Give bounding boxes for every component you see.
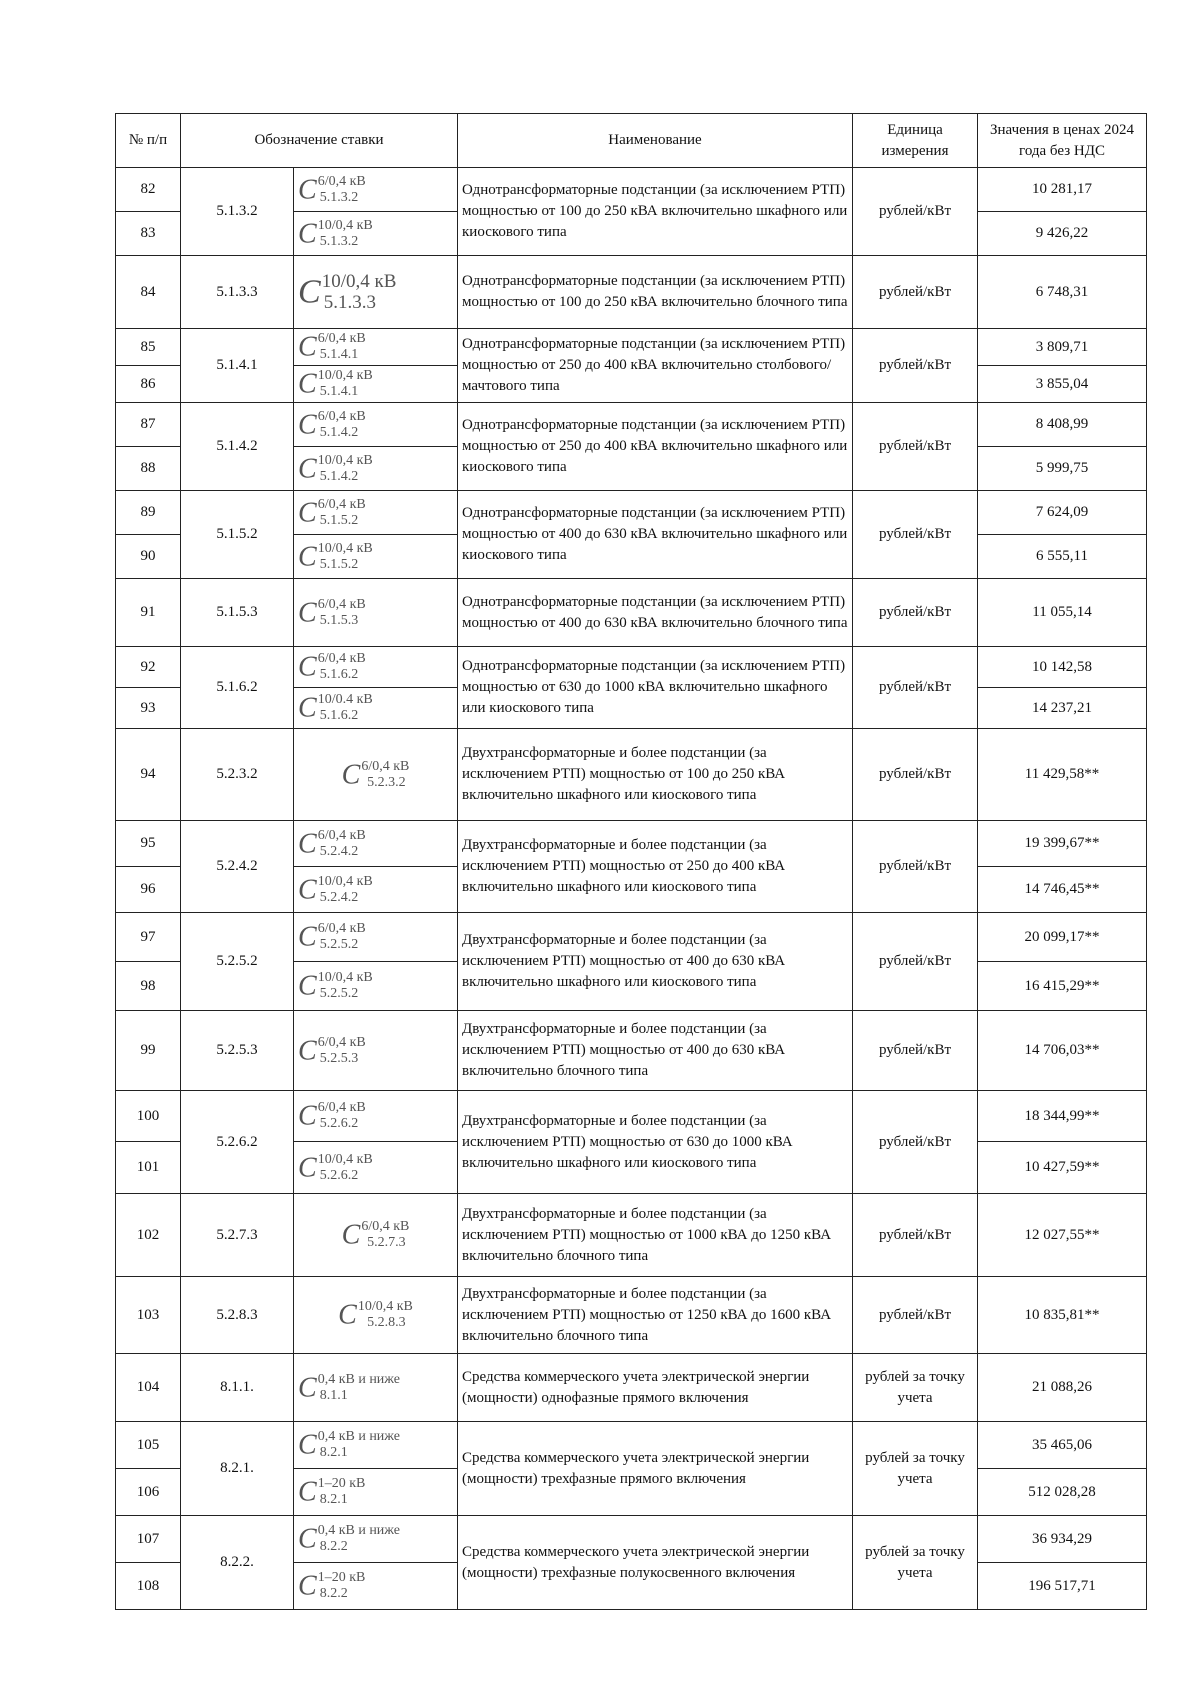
rate-value: 14 237,21 (978, 688, 1147, 729)
rate-symbol (294, 579, 458, 647)
rate-symbol-voltage: 10/0,4 кВ (357, 1299, 413, 1314)
rate-symbol (294, 329, 458, 366)
rate-value: 10 281,17 (978, 168, 1147, 212)
rate-value: 10 835,81** (978, 1277, 1147, 1354)
table-row (116, 1277, 1147, 1354)
rate-code: 5.1.6.2 (181, 647, 294, 729)
row-number: 105 (116, 1422, 181, 1469)
rate-code: 5.2.4.2 (181, 821, 294, 913)
row-number: 92 (116, 647, 181, 688)
rate-value: 512 028,28 (978, 1469, 1147, 1516)
rate-symbol-index: 5.1.5.2 (319, 512, 359, 528)
rate-symbol-letter: C (298, 1523, 317, 1555)
row-number: 107 (116, 1516, 181, 1563)
rate-symbol-letter: C (341, 1219, 361, 1251)
rate-symbol-index: 5.2.5.2 (319, 937, 359, 952)
rate-symbol (294, 729, 458, 821)
rate-symbol-indices (318, 1429, 400, 1461)
rate-description: Средства коммерческого учета электрической энергии (мощности) однофазные прямого включения (458, 1354, 853, 1422)
rate-code: 5.1.4.1 (181, 329, 294, 403)
table-header-row (116, 114, 1147, 168)
rate-symbol-indices (361, 759, 409, 791)
rate-symbol-letter: C (298, 1152, 317, 1183)
rate-symbol-voltage: 6/0,4 кВ (317, 827, 366, 843)
rate-unit: рублей за точку учета (853, 1422, 978, 1516)
row-number: 94 (116, 729, 181, 821)
rate-symbol-voltage: 0,4 кВ и ниже (317, 1429, 401, 1444)
rate-symbol-letter: C (298, 174, 317, 205)
table-row (116, 491, 1147, 535)
row-number: 88 (116, 447, 181, 491)
rate-symbol-indices (318, 497, 366, 529)
rate-unit: рублей/кВт (853, 256, 978, 329)
rate-symbol (294, 491, 458, 535)
rate-symbol-index: 5.1.5.3 (319, 612, 359, 628)
rate-symbol-indices (318, 1100, 366, 1132)
table-row (116, 1091, 1147, 1142)
rate-symbol-index: 5.2.6.2 (319, 1116, 359, 1131)
rate-symbol-letter: C (298, 828, 317, 859)
rate-value: 20 099,17** (978, 913, 1147, 962)
rate-symbol-index: 5.1.4.2 (319, 468, 359, 484)
row-number: 99 (116, 1011, 181, 1091)
rate-symbol-indices (318, 1570, 366, 1602)
rate-symbol (294, 913, 458, 962)
row-number: 101 (116, 1142, 181, 1194)
rate-symbol-voltage: 6/0,4 кВ (361, 1219, 410, 1234)
rate-symbol-indices (318, 828, 366, 860)
rate-code: 5.2.5.2 (181, 913, 294, 1011)
rate-symbol-voltage: 6/0,4 кВ (361, 758, 410, 774)
rate-symbol-voltage: 0,4 кВ и ниже (317, 1371, 401, 1387)
rate-code: 8.2.2. (181, 1516, 294, 1610)
rate-symbol (294, 647, 458, 688)
rate-unit: рублей/кВт (853, 579, 978, 647)
rate-symbol-index: 5.1.5.2 (319, 556, 359, 572)
rate-symbol-indices (318, 541, 373, 573)
rate-symbol-indices (358, 1299, 413, 1331)
rate-symbol-index: 5.1.3.2 (319, 233, 359, 249)
rate-symbol-letter: C (341, 759, 361, 790)
rate-symbol-letter: C (298, 874, 317, 905)
row-number: 98 (116, 962, 181, 1011)
table-row (116, 329, 1147, 366)
rate-symbol-letter: C (298, 1429, 317, 1461)
table-row (116, 1194, 1147, 1277)
rate-unit: рублей/кВт (853, 729, 978, 821)
rate-symbol (294, 1011, 458, 1091)
row-number: 104 (116, 1354, 181, 1422)
table-row (116, 168, 1147, 212)
header-code: Обозначение ставки (181, 114, 458, 168)
rate-value: 196 517,71 (978, 1563, 1147, 1610)
rate-symbol-voltage: 6/0,4 кВ (317, 1100, 366, 1115)
rate-symbol-letter: C (298, 651, 317, 683)
rate-symbol-voltage: 1–20 кВ (317, 1476, 366, 1491)
rate-symbol-indices (318, 970, 373, 1002)
rate-symbol-indices (361, 1219, 409, 1251)
rate-symbol-index: 5.1.3.3 (323, 292, 376, 313)
rate-symbol-index: 5.2.3.2 (367, 774, 406, 790)
rate-description: Однотрансформаторные подстанции (за исключением РТП) мощностью от 100 до 250 кВА включительно блочного типа (458, 256, 853, 329)
rate-symbol (294, 1516, 458, 1563)
rate-value: 16 415,29** (978, 962, 1147, 1011)
rate-symbol-voltage: 0,4 кВ и ниже (317, 1523, 401, 1538)
rate-symbol-letter: C (298, 1476, 317, 1508)
rate-value: 14 746,45** (978, 867, 1147, 913)
rate-symbol-index: 8.1.1 (319, 1387, 348, 1403)
rate-symbol (294, 1194, 458, 1277)
rate-value: 11 055,14 (978, 579, 1147, 647)
rate-unit: рублей/кВт (853, 647, 978, 729)
rate-symbol-voltage: 6/0,4 кВ (317, 651, 366, 666)
rate-symbol (294, 1422, 458, 1469)
rate-symbol-voltage: 10/0,4 кВ (321, 271, 397, 292)
rate-symbol (294, 535, 458, 579)
rate-value: 9 426,22 (978, 212, 1147, 256)
rate-symbol-indices (318, 651, 366, 683)
rate-symbol-letter: C (338, 1299, 357, 1331)
row-number: 97 (116, 913, 181, 962)
rate-unit: рублей за точку учета (853, 1354, 978, 1422)
rate-description: Двухтрансформаторные и более подстанции (за исключением РТП) мощностью от 400 до 630 кВА включительно блочного типа (458, 1011, 853, 1091)
rate-symbol (294, 366, 458, 403)
rate-code: 5.1.4.2 (181, 403, 294, 491)
rate-symbol-index: 5.2.4.2 (319, 843, 359, 859)
rate-code: 5.2.6.2 (181, 1091, 294, 1194)
rate-description: Однотрансформаторные подстанции (за исключением РТП) мощностью от 250 до 400 кВА включительно шкафного или киоскового типа (458, 403, 853, 491)
rate-value: 14 706,03** (978, 1011, 1147, 1091)
header-name: Наименование (458, 114, 853, 168)
rate-symbol-voltage: 6/0,4 кВ (317, 331, 366, 346)
rate-symbol-voltage: 10/0,4 кВ (317, 540, 373, 556)
rate-symbol-index: 5.1.4.1 (319, 384, 359, 399)
rate-symbol-letter: C (298, 692, 317, 724)
rate-symbol-indices (318, 921, 366, 953)
rate-value: 35 465,06 (978, 1422, 1147, 1469)
rate-value: 8 408,99 (978, 403, 1147, 447)
row-number: 103 (116, 1277, 181, 1354)
row-number: 95 (116, 821, 181, 867)
rate-symbol-indices (318, 409, 366, 441)
rate-description: Однотрансформаторные подстанции (за исключением РТП) мощностью от 250 до 400 кВА включительно столбового/мачтового типа (458, 329, 853, 403)
rate-symbol-indices (322, 271, 397, 313)
table-row (116, 1422, 1147, 1469)
rate-symbol-index: 5.2.5.3 (319, 1050, 359, 1066)
rate-symbol-index: 8.2.1 (319, 1492, 348, 1507)
rate-symbol (294, 821, 458, 867)
rate-code: 5.2.7.3 (181, 1194, 294, 1277)
rate-symbol (294, 447, 458, 491)
rate-symbol-voltage: 1–20 кВ (317, 1570, 366, 1585)
header-number: № п/п (116, 114, 181, 168)
rate-symbol (294, 1354, 458, 1422)
table-row (116, 403, 1147, 447)
rate-symbol-letter: C (298, 368, 317, 400)
rate-symbol-voltage: 10/0.4 кВ (317, 692, 373, 707)
rate-symbol-index: 5.2.7.3 (367, 1235, 406, 1250)
rate-symbol (294, 1563, 458, 1610)
rate-unit: рублей/кВт (853, 1011, 978, 1091)
rate-symbol-voltage: 10/0,4 кВ (317, 217, 373, 233)
rate-description: Однотрансформаторные подстанции (за исключением РТП) мощностью от 630 до 1000 кВА включительно шкафного или киоскового типа (458, 647, 853, 729)
rate-value: 6 748,31 (978, 256, 1147, 329)
rate-symbol (294, 403, 458, 447)
rate-symbol-index: 5.1.4.2 (319, 424, 359, 440)
rate-symbol-letter: C (298, 1372, 317, 1403)
rate-symbol-letter: C (298, 970, 317, 1002)
rate-value: 19 399,67** (978, 821, 1147, 867)
table-row (116, 647, 1147, 688)
rate-symbol-letter: C (298, 497, 317, 528)
rate-value: 3 855,04 (978, 366, 1147, 403)
rate-symbol-voltage: 6/0,4 кВ (317, 596, 366, 612)
rate-symbol (294, 867, 458, 913)
rate-symbol-letter: C (298, 597, 317, 628)
row-number: 106 (116, 1469, 181, 1516)
rate-symbol (294, 688, 458, 729)
rate-symbol-index: 8.2.2 (319, 1539, 348, 1554)
rate-value: 12 027,55** (978, 1194, 1147, 1277)
rate-value: 3 809,71 (978, 329, 1147, 366)
rate-symbol (294, 212, 458, 256)
row-number: 84 (116, 256, 181, 329)
table-row (116, 729, 1147, 821)
rate-symbol (294, 1091, 458, 1142)
rate-value: 6 555,11 (978, 535, 1147, 579)
rate-code: 5.2.5.3 (181, 1011, 294, 1091)
rate-code: 5.1.3.3 (181, 256, 294, 329)
rate-value: 5 999,75 (978, 447, 1147, 491)
rate-value: 18 344,99** (978, 1091, 1147, 1142)
rate-value: 36 934,29 (978, 1516, 1147, 1563)
rate-unit: рублей/кВт (853, 1194, 978, 1277)
row-number: 89 (116, 491, 181, 535)
rate-symbol-index: 5.2.6.2 (319, 1167, 359, 1183)
rate-description: Средства коммерческого учета электрической энергии (мощности) трехфазные прямого включения (458, 1422, 853, 1516)
rate-symbol-letter: C (298, 1035, 317, 1066)
rate-unit: рублей/кВт (853, 913, 978, 1011)
row-number: 87 (116, 403, 181, 447)
rate-description: Средства коммерческого учета электрической энергии (мощности) трехфазные полукосвенного включения (458, 1516, 853, 1610)
rate-symbol-indices (318, 1035, 366, 1067)
rate-symbol-voltage: 6/0,4 кВ (317, 408, 366, 424)
rate-symbol-index: 5.1.6.2 (319, 667, 359, 682)
rate-value: 7 624,09 (978, 491, 1147, 535)
table-row (116, 1354, 1147, 1422)
rate-unit: рублей/кВт (853, 329, 978, 403)
rate-symbol-letter: C (298, 1570, 317, 1602)
rate-symbol-index: 5.1.3.2 (319, 189, 359, 205)
table-row (116, 256, 1147, 329)
rate-symbol-indices (318, 218, 373, 250)
table-row (116, 913, 1147, 962)
rate-symbol-voltage: 10/0,4 кВ (317, 452, 373, 468)
rate-symbol-index: 5.2.5.2 (319, 986, 359, 1001)
rate-symbol-letter: C (298, 453, 317, 484)
rate-symbol-indices (318, 1523, 400, 1555)
rate-code: 5.2.8.3 (181, 1277, 294, 1354)
row-number: 90 (116, 535, 181, 579)
rate-symbol-letter: C (298, 273, 321, 311)
table-body (116, 168, 1147, 1610)
row-number: 86 (116, 366, 181, 403)
rate-symbol-voltage: 6/0,4 кВ (317, 1034, 366, 1050)
row-number: 93 (116, 688, 181, 729)
rate-symbol-letter: C (298, 921, 317, 953)
rate-code: 5.1.5.3 (181, 579, 294, 647)
rate-symbol-letter: C (298, 218, 317, 249)
rate-description: Двухтрансформаторные и более подстанции (за исключением РТП) мощностью от 100 до 250 кВА включительно шкафного или киоскового типа (458, 729, 853, 821)
row-number: 108 (116, 1563, 181, 1610)
rate-unit: рублей за точку учета (853, 1516, 978, 1610)
rate-symbol-index: 5.2.4.2 (319, 889, 359, 905)
rate-symbol-voltage: 6/0,4 кВ (317, 173, 366, 189)
rate-unit: рублей/кВт (853, 168, 978, 256)
rate-symbol (294, 1277, 458, 1354)
rate-symbol-voltage: 10/0,4 кВ (317, 873, 373, 889)
header-unit: Единица измерения (853, 114, 978, 168)
rate-code: 5.2.3.2 (181, 729, 294, 821)
row-number: 82 (116, 168, 181, 212)
row-number: 85 (116, 329, 181, 366)
rate-symbol-indices (318, 874, 373, 906)
rate-description: Однотрансформаторные подстанции (за исключением РТП) мощностью от 100 до 250 кВА включительно шкафного или киоскового типа (458, 168, 853, 256)
row-number: 102 (116, 1194, 181, 1277)
rate-symbol-voltage: 10/0,4 кВ (317, 970, 373, 985)
rate-unit: рублей/кВт (853, 1277, 978, 1354)
tariff-table-sheet (115, 113, 1146, 1610)
rate-description: Однотрансформаторные подстанции (за исключением РТП) мощностью от 400 до 630 кВА включительно блочного типа (458, 579, 853, 647)
rate-code: 8.1.1. (181, 1354, 294, 1422)
rate-symbol-indices (318, 368, 373, 400)
rate-symbol-indices (318, 1476, 366, 1508)
rate-description: Двухтрансформаторные и более подстанции (за исключением РТП) мощностью от 1250 кВА до 1600 кВА включительно блочного типа (458, 1277, 853, 1354)
rate-symbol-letter: C (298, 331, 317, 363)
rate-code: 8.2.1. (181, 1422, 294, 1516)
rate-value: 10 427,59** (978, 1142, 1147, 1194)
rate-unit: рублей/кВт (853, 821, 978, 913)
rate-description: Двухтрансформаторные и более подстанции (за исключением РТП) мощностью от 250 до 400 кВА включительно шкафного или киоскового типа (458, 821, 853, 913)
header-value: Значения в ценах 2024 года без НДС (978, 114, 1147, 168)
rate-symbol (294, 256, 458, 329)
rate-description: Двухтрансформаторные и более подстанции (за исключением РТП) мощностью от 1000 кВА до 1250 кВА включительно блочного типа (458, 1194, 853, 1277)
row-number: 96 (116, 867, 181, 913)
rate-value: 21 088,26 (978, 1354, 1147, 1422)
rate-value: 10 142,58 (978, 647, 1147, 688)
rate-symbol-voltage: 10/0,4 кВ (317, 1151, 373, 1167)
row-number: 83 (116, 212, 181, 256)
rate-symbol-index: 8.2.1 (319, 1445, 348, 1460)
rate-description: Однотрансформаторные подстанции (за исключением РТП) мощностью от 400 до 630 кВА включительно шкафного или киоскового типа (458, 491, 853, 579)
rate-symbol-letter: C (298, 1100, 317, 1132)
rate-description: Двухтрансформаторные и более подстанции (за исключением РТП) мощностью от 630 до 1000 кВА включительно шкафного или киоскового типа (458, 1091, 853, 1194)
rate-unit: рублей/кВт (853, 403, 978, 491)
rate-symbol-indices (318, 692, 373, 724)
rate-symbol-index: 5.1.4.1 (319, 347, 359, 362)
rate-symbol-letter: C (298, 409, 317, 440)
table-row (116, 579, 1147, 647)
tariff-table (115, 113, 1147, 1610)
rate-unit: рублей/кВт (853, 1091, 978, 1194)
rate-unit: рублей/кВт (853, 491, 978, 579)
rate-symbol (294, 1469, 458, 1516)
row-number: 100 (116, 1091, 181, 1142)
table-row (116, 821, 1147, 867)
rate-symbol-indices (318, 597, 366, 629)
rate-symbol-indices (318, 331, 366, 363)
rate-symbol-indices (318, 174, 366, 206)
rate-symbol (294, 168, 458, 212)
row-number: 91 (116, 579, 181, 647)
rate-description: Двухтрансформаторные и более подстанции (за исключением РТП) мощностью от 400 до 630 кВА включительно шкафного или киоскового типа (458, 913, 853, 1011)
rate-code: 5.1.5.2 (181, 491, 294, 579)
rate-value: 11 429,58** (978, 729, 1147, 821)
rate-symbol-index: 5.2.8.3 (367, 1315, 406, 1330)
rate-symbol (294, 962, 458, 1011)
rate-symbol-indices (318, 1152, 373, 1184)
rate-symbol (294, 1142, 458, 1194)
rate-symbol-indices (318, 453, 373, 485)
rate-symbol-voltage: 10/0,4 кВ (317, 368, 373, 383)
rate-symbol-index: 5.1.6.2 (319, 708, 359, 723)
table-row (116, 1516, 1147, 1563)
rate-symbol-letter: C (298, 541, 317, 572)
rate-code: 5.1.3.2 (181, 168, 294, 256)
rate-symbol-voltage: 6/0,4 кВ (317, 496, 366, 512)
rate-symbol-index: 8.2.2 (319, 1586, 348, 1601)
rate-symbol-voltage: 6/0,4 кВ (317, 921, 366, 936)
rate-symbol-indices (318, 1372, 400, 1404)
table-row (116, 1011, 1147, 1091)
